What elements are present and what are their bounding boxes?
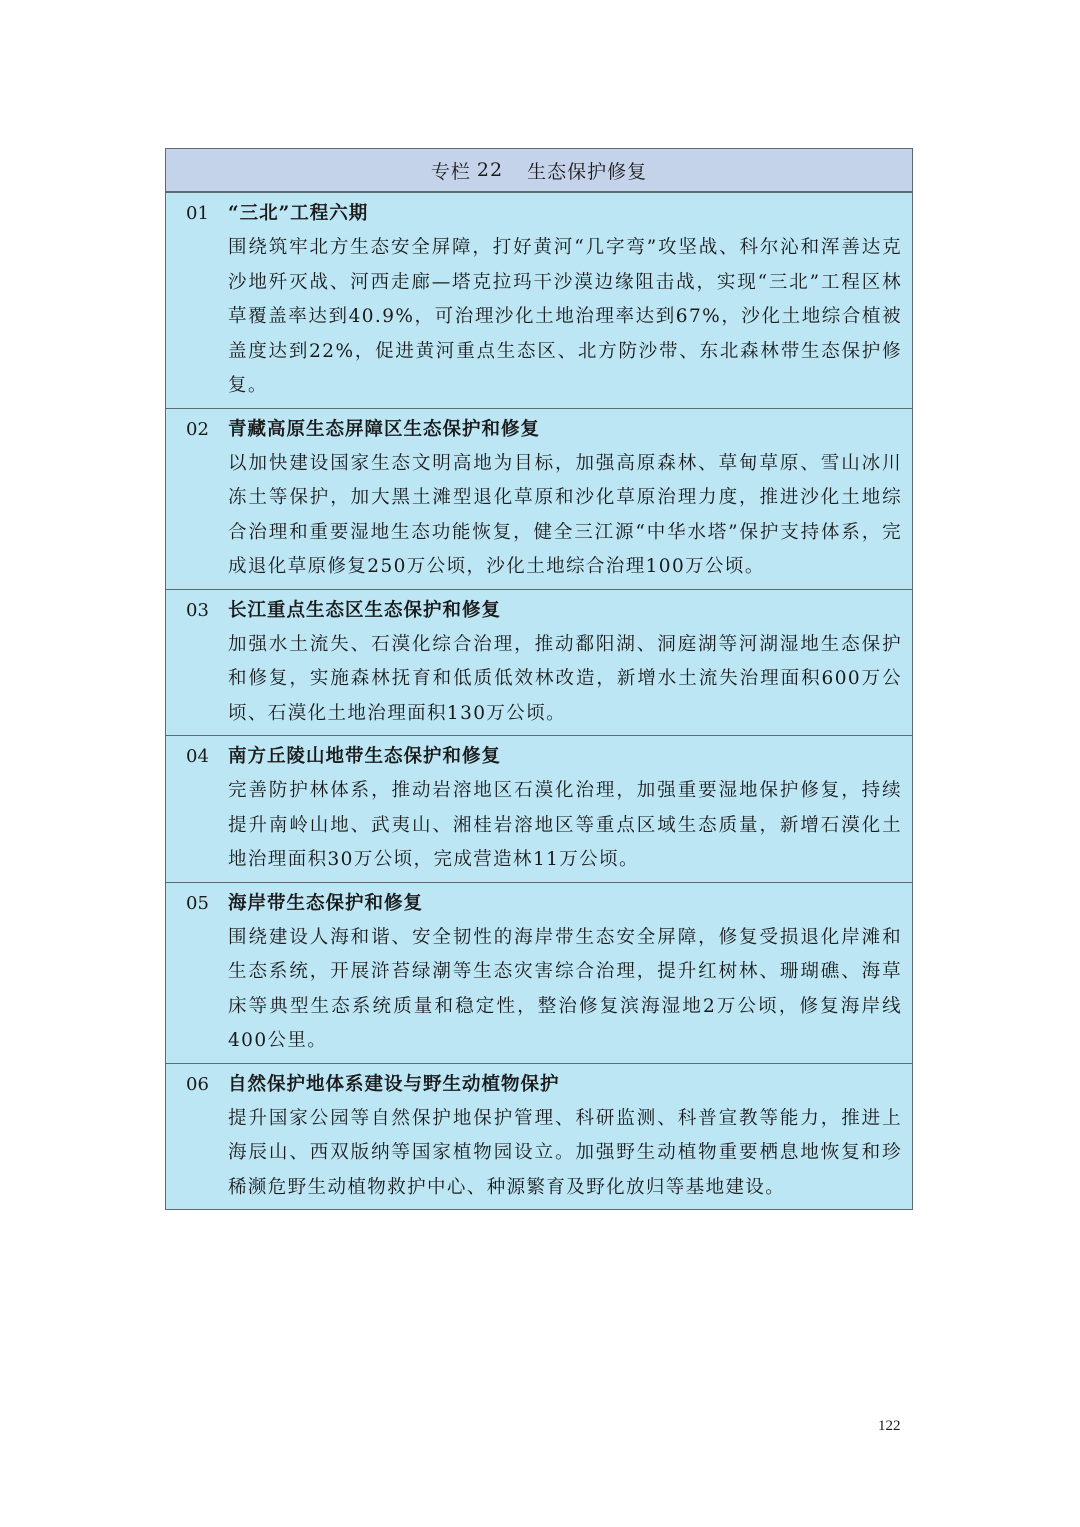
section-title: 长江重点生态区生态保护和修复 <box>228 599 502 621</box>
section-body <box>228 736 912 882</box>
section-number: 04 <box>186 746 209 767</box>
section-number: 03 <box>186 599 209 621</box>
section-number: 02 <box>186 418 209 440</box>
section-06 <box>166 1063 912 1210</box>
section-03 <box>166 589 912 736</box>
section-body <box>228 590 912 736</box>
section-title: 青藏高原生态屏障区生态保护和修复 <box>228 418 541 440</box>
section-title: 南方丘陵山地带生态保护和修复 <box>228 746 502 767</box>
section-02 <box>166 408 912 589</box>
section-text: 完善防护林体系，推动岩溶地区石漠化治理，加强重要湿地保护修复，持续提升南岭山地、武夷山、湘桂岩溶地区等重点区域生态质量，新增石漠化土地治理面积30万公顷，完成营造林11万公顷。 <box>228 780 902 870</box>
section-number: 06 <box>186 1073 209 1095</box>
section-body <box>228 409 912 589</box>
column-header-number: 22 <box>476 159 504 181</box>
section-title: 自然保护地体系建设与野生动植物保护 <box>228 1073 560 1095</box>
section-title: 海岸带生态保护和修复 <box>228 892 424 914</box>
section-text: 提升国家公园等自然保护地保护管理、科研监测、科普宣教等能力，推进上海辰山、西双版纳等国家植物园设立。加强野生动植物重要栖息地恢复和珍稀濒危野生动植物救护中心、种源繁育及野化放归等基地建设。 <box>228 1107 902 1198</box>
section-body <box>228 1064 912 1210</box>
section-01 <box>166 192 912 408</box>
section-05 <box>166 882 912 1063</box>
column-box <box>165 148 913 1210</box>
column-header <box>166 149 912 192</box>
section-04 <box>166 735 912 882</box>
section-text: 围绕筑牢北方生态安全屏障，打好黄河“几字弯”攻坚战、科尔沁和浑善达克沙地歼灭战、河西走廊—塔克拉玛干沙漠边缘阻击战，实现“三北”工程区林草覆盖率达到40.9%，可治理沙化土地治理率达到67%，沙化土地综合植被盖度达到22%，促进黄河重点生态区、北方防沙带、东北森林带生态保护修复。 <box>228 237 902 396</box>
column-header-prefix: 专栏 <box>430 160 471 183</box>
page-number: 122 <box>878 1418 901 1434</box>
section-text: 围绕建设人海和谐、安全韧性的海岸带生态安全屏障，修复受损退化岸滩和生态系统，开展浒苔绿潮等生态灾害综合治理，提升红树林、珊瑚礁、海草床等典型生态系统质量和稳定性，整治修复滨海湿地2万公顷，修复海岸线400公里。 <box>228 926 902 1051</box>
section-number: 05 <box>186 892 209 914</box>
section-title: “三北”工程六期 <box>228 203 369 224</box>
section-body <box>228 193 912 408</box>
section-text: 以加快建设国家生态文明高地为目标，加强高原森林、草甸草原、雪山冰川冻土等保护，加大黑土滩型退化草原和沙化草原治理力度，推进沙化土地综合治理和重要湿地生态功能恢复，健全三江源“中华水塔”保护支持体系，完成退化草原修复250万公顷，沙化土地综合治理100万公顷。 <box>228 452 902 577</box>
column-header-title: 生态保护修复 <box>527 160 648 183</box>
section-body <box>228 883 912 1063</box>
section-text: 加强水土流失、石漠化综合治理，推动鄱阳湖、洞庭湖等河湖湿地生态保护和修复，实施森林抚育和低质低效林改造，新增水土流失治理面积600万公顷、石漠化土地治理面积130万公顷。 <box>228 633 902 724</box>
section-number: 01 <box>186 203 209 224</box>
